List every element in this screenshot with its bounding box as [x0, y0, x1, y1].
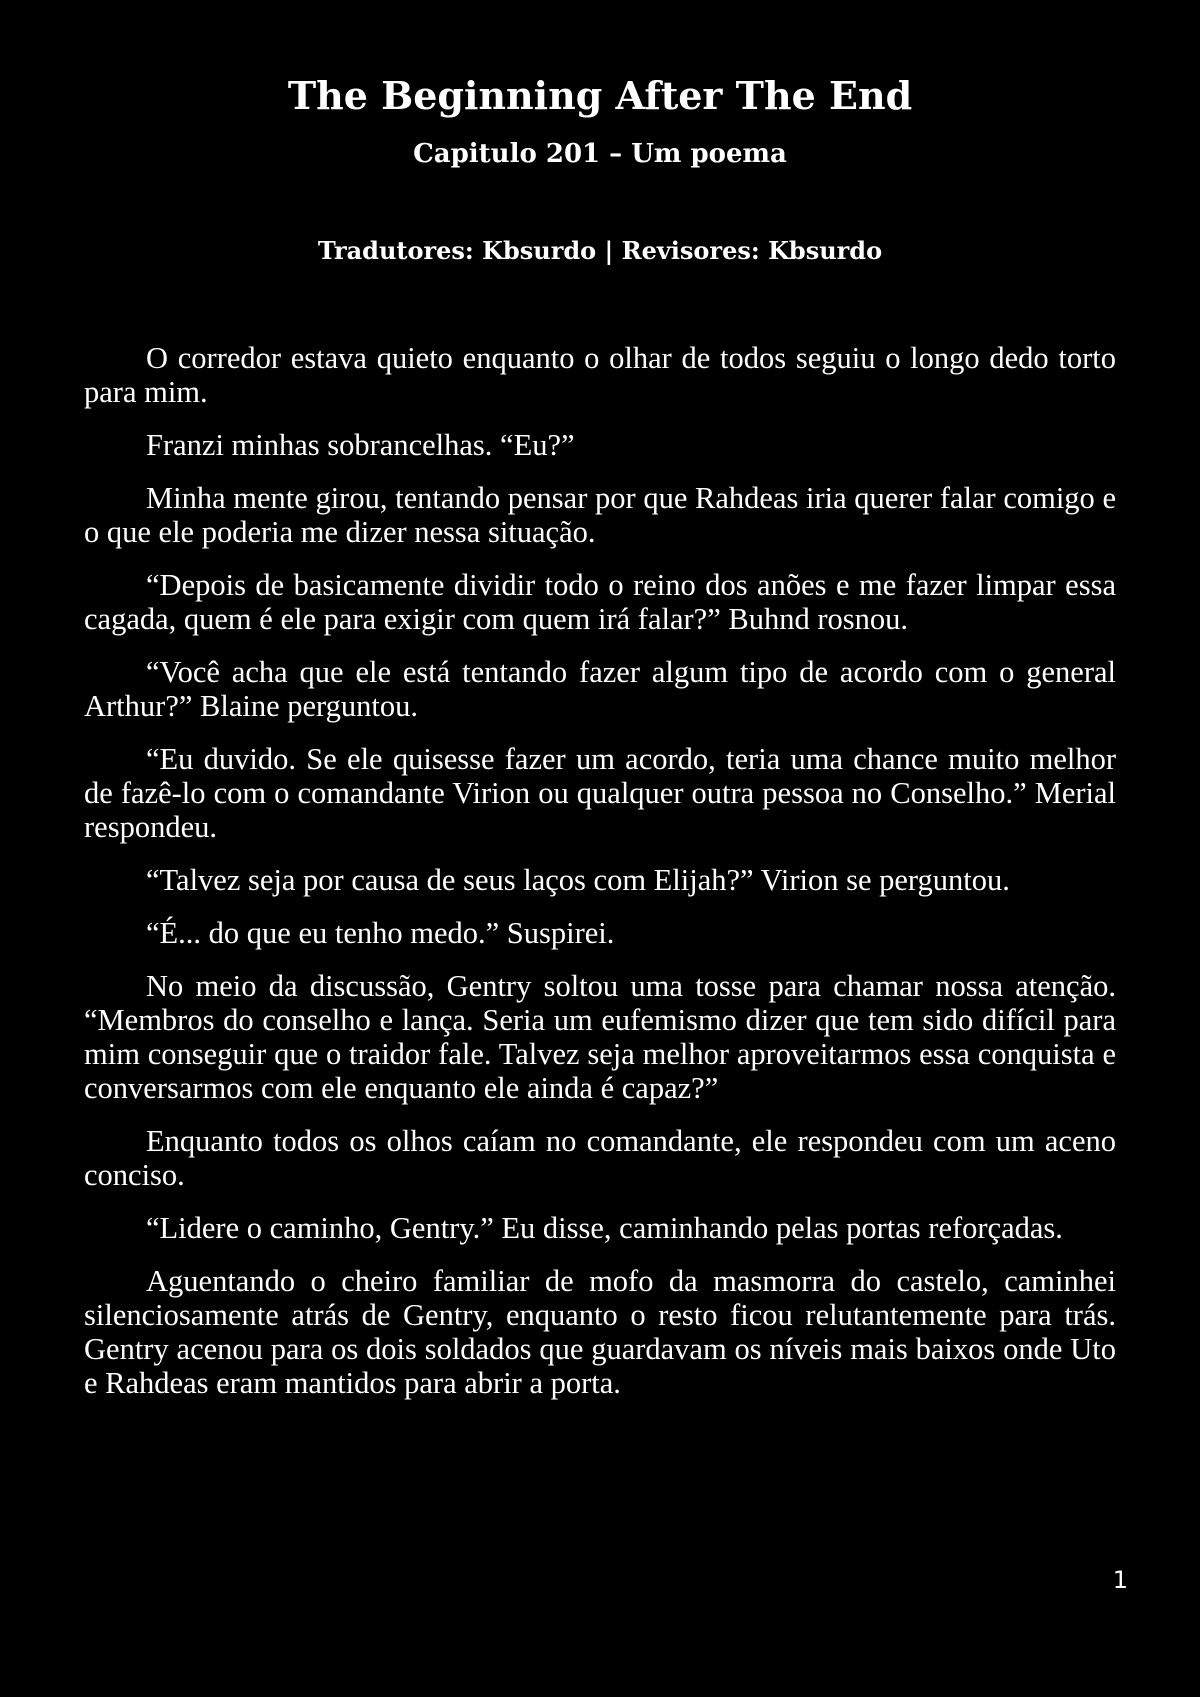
- paragraph: O corredor estava quieto enquanto o olhar de todos seguiu o longo dedo torto para mim.: [84, 341, 1116, 409]
- paragraph: Enquanto todos os olhos caíam no comandante, ele respondeu com um aceno conciso.: [84, 1124, 1116, 1192]
- book-title: The Beginning After The End: [287, 73, 913, 118]
- translation-credits: Tradutores: Kbsurdo | Revisores: Kbsurdo: [317, 236, 883, 265]
- page-number: 1: [1112, 1566, 1128, 1594]
- chapter-body: [84, 341, 1116, 1419]
- paragraph: Aguentando o cheiro familiar de mofo da masmorra do castelo, caminhei silenciosamente atrás de Gentry, enquanto o resto ficou relutantemente para trás. Gentry acenou para os dois soldados que guardavam os níveis mais baixos onde Uto e Rahdeas eram mantidos para abrir a porta.: [84, 1264, 1116, 1400]
- paragraph: “Lidere o caminho, Gentry.” Eu disse, caminhando pelas portas reforçadas.: [146, 1211, 1063, 1245]
- paragraph: “Depois de basicamente dividir todo o reino dos anões e me fazer limpar essa cagada, quem é ele para exigir com quem irá falar?” Buhnd rosnou.: [84, 568, 1116, 636]
- paragraph: Franzi minhas sobrancelhas. “Eu?”: [146, 428, 575, 462]
- paragraph: “É... do que eu tenho medo.” Suspirei.: [146, 916, 615, 950]
- paragraph: Minha mente girou, tentando pensar por que Rahdeas iria querer falar comigo e o que ele poderia me dizer nessa situação.: [84, 481, 1116, 549]
- paragraph: “Você acha que ele está tentando fazer algum tipo de acordo com o general Arthur?” Blaine perguntou.: [84, 655, 1116, 723]
- paragraph: “Eu duvido. Se ele quisesse fazer um acordo, teria uma chance muito melhor de fazê-lo com o comandante Virion ou qualquer outra pessoa no Conselho.” Merial respondeu.: [84, 742, 1116, 844]
- paragraph: No meio da discussão, Gentry soltou uma tosse para chamar nossa atenção. “Membros do conselho e lança. Seria um eufemismo dizer que tem sido difícil para mim conseguir que o traidor fale. Talvez seja melhor aproveitarmos essa conquista e conversarmos com ele enquanto ele ainda é capaz?”: [84, 969, 1116, 1105]
- chapter-title: Capitulo 201 – Um poema: [413, 139, 787, 169]
- paragraph: “Talvez seja por causa de seus laços com Elijah?” Virion se perguntou.: [146, 863, 1010, 897]
